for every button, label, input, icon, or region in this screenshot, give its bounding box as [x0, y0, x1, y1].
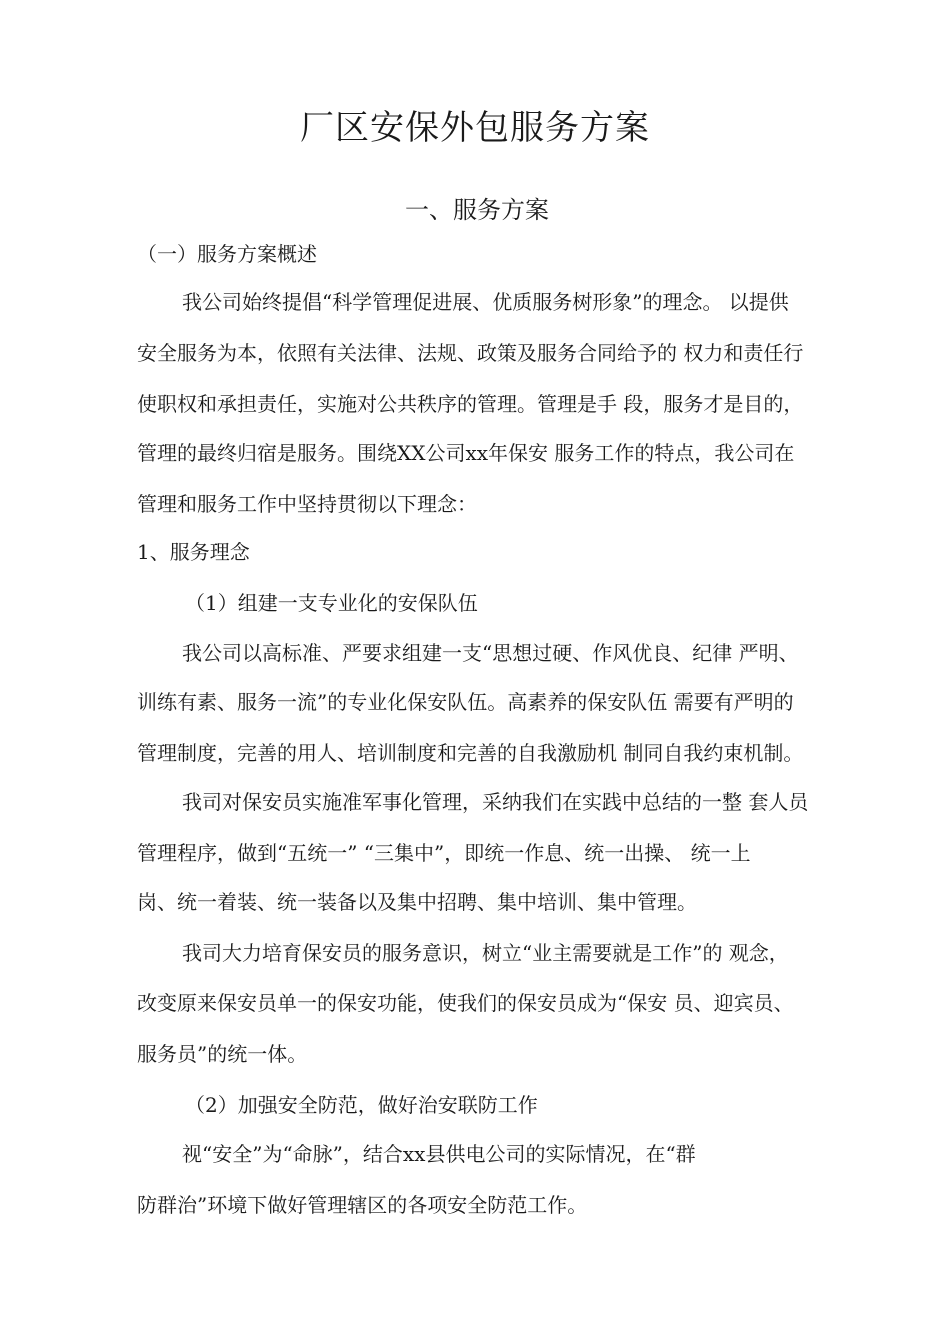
paragraph-line: 管理制度，完善的用人、培训制度和完善的自我激励机 制同自我约束机制。 — [137, 741, 804, 765]
paragraph-line: 视“安全”为“命脉”，结合xx县供电公司的实际情况，在“群 — [182, 1142, 696, 1166]
paragraph-line: 防群治”环境下做好管理辖区的各项安全防范工作。 — [137, 1193, 588, 1217]
paragraph-line: 使职权和承担责任，实施对公共秩序的管理。管理是手 段，服务才是目的， — [137, 392, 804, 416]
paragraph-line: 我司大力培育保安员的服务意识，树立“业主需要就是工作”的 观念， — [182, 941, 789, 965]
paragraph-line: 训练有素、服务一流”的专业化保安队伍。高素养的保安队伍 需要有严明的 — [137, 690, 794, 714]
paragraph-line: 管理程序，做到“五统一” “三集中”，即统一作息、统一出操、 统一上 — [137, 841, 751, 865]
section-heading: 一、服务方案 — [405, 196, 549, 224]
paragraph-line: 改变原来保安员单一的保安功能，使我们的保安员成为“保安 员、迎宾员、 — [137, 991, 794, 1015]
paragraph-line: 服务员”的统一体。 — [137, 1042, 308, 1066]
paragraph-line: 我公司始终提倡“科学管理促进展、优质服务树形象”的理念。 以提供 — [182, 290, 789, 314]
paragraph-line: 我公司以高标准、严要求组建一支“思想过硬、作风优良、纪律 严明、 — [182, 641, 799, 665]
item-heading: 1、服务理念 — [137, 540, 250, 564]
subsection-heading: （一）服务方案概述 — [137, 242, 317, 266]
paragraph-line: 岗、统一着装、统一装备以及集中招聘、集中培训、集中管理。 — [137, 890, 697, 914]
paragraph-line: 我司对保安员实施准军事化管理，采纳我们在实践中总结的一整 套人员 — [182, 790, 809, 814]
sub-item-heading: （1）组建一支专业化的安保队伍 — [185, 591, 478, 615]
paragraph-line: 安全服务为本，依照有关法律、法规、政策及服务合同给予的 权力和责任行 — [137, 341, 804, 365]
sub-item-heading: （2）加强安全防范，做好治安联防工作 — [185, 1093, 538, 1117]
document-title: 厂区安保外包服务方案 — [300, 108, 650, 148]
paragraph-line: 管理的最终归宿是服务。围绕XX公司xx年保安 服务工作的特点，我公司在 — [137, 441, 795, 465]
paragraph-line: 管理和服务工作中坚持贯彻以下理念： — [137, 492, 477, 516]
